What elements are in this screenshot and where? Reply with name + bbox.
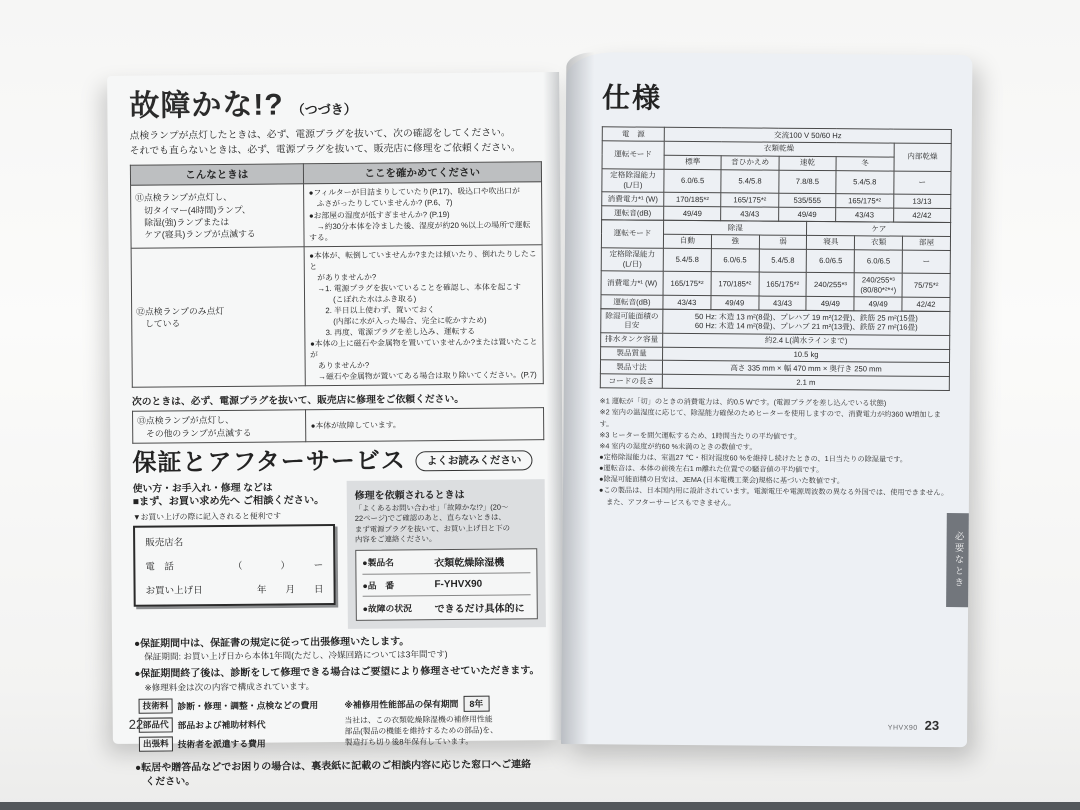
mode-header: 速乾 — [779, 156, 836, 170]
read-carefully-badge: よくお読みください — [416, 450, 533, 471]
table-row — [602, 220, 951, 237]
list-item — [362, 573, 530, 596]
dehumidify-group-header: 除湿 — [664, 220, 808, 235]
manual-booklet — [110, 52, 980, 788]
tel-label: 電 話 — [145, 561, 174, 573]
fee-desc: 技術者を派遣する費用 — [177, 738, 266, 749]
symptom-cell: ⑬点検ランプが点灯し、 その他のランプが点滅する — [133, 410, 306, 443]
spec-table-dehumidify-care — [600, 219, 951, 312]
check-cell: ●フィルターが目詰まりしていたり(P.17)、吸込口や吹出口が ふさがったりしていませんか? (P.6、7) ●お部屋の湿度が低すぎませんか? (P.19) →約30分本体を冷ました後、湿度が約20 %以上の場所で運転する。 — [303, 182, 542, 246]
noise-value: 43/43 — [721, 207, 778, 221]
fee-item — [139, 735, 331, 752]
repair-info-list — [355, 548, 538, 621]
fee-item — [139, 716, 331, 733]
mode-header: 衣類 — [855, 236, 903, 250]
noise-label: 運転音(dB) — [602, 206, 664, 220]
spare-parts-body: 当社は、この衣類乾燥除湿機の補修用性能 部品(製品の機能を維持するための部品)を、 製造打ち切り後8年保有しています。 — [344, 714, 498, 747]
noise-value: 49/49 — [778, 207, 835, 221]
mode-header: 弱 — [759, 235, 807, 249]
watt-value: 170/185*² — [664, 193, 721, 207]
product-name-label: ●製品名 — [362, 557, 394, 568]
capacity-value: 5.4/5.8 — [759, 249, 807, 273]
watt-value: 240/255*³ — [807, 273, 855, 297]
tank-value: 約2.4 L(満水ラインまで) — [663, 333, 950, 349]
capacity-label: 定格除湿能力 (L/日) — [601, 248, 663, 272]
spare-parts-years-badge: 8年 — [463, 695, 489, 711]
fee-list — [139, 697, 331, 756]
warranty-title: 保証とアフターサービス — [132, 447, 406, 477]
watt-value: 170/185*² — [711, 272, 759, 296]
model-number-value: F-YHVX90 — [434, 578, 483, 590]
table-row — [601, 309, 950, 335]
page-right — [561, 52, 972, 747]
product-name-value: 衣類乾燥除湿機 — [434, 557, 505, 569]
form-row-tel — [145, 557, 323, 573]
column-header-check: ここを確かめてください — [303, 162, 542, 184]
warranty-bullet — [134, 634, 546, 663]
footnote: ※4 室内の湿度が約60 %未満のときの数値です。 — [599, 441, 757, 452]
model-code: YHVX90 — [887, 724, 918, 732]
warranty-bullet — [134, 664, 546, 693]
power-source-label: 電 源 — [602, 127, 664, 141]
troubleshooting-intro: 点検ランプが点灯したときは、必ず、電源プラグを抜いて、次の確認をしてください。 それでも直らないときは、必ず、電源プラグを抜いて、販売店に修理をご依頼ください。 — [129, 127, 521, 157]
bullet-sub: ※修理料金は次の内容で構成されています。 — [144, 680, 315, 693]
cord-length-label: コードの長さ — [600, 374, 662, 388]
dimensions-value: 高さ 335 mm × 幅 470 mm × 奥行き 250 mm — [662, 361, 949, 377]
repair-panel-body: 「よくあるお問い合わせ」「故障かな!?」(20～ 22ページ)でご確認のあと、直らないときは、 まず電源プラグを抜いて、お買い上げ日と下の 内容をご連絡ください。 — [354, 502, 511, 544]
check-cell: ●本体が故障しています。 — [305, 408, 544, 442]
page-number-right: 23 — [924, 717, 940, 733]
form-row-shop — [145, 533, 323, 549]
purchase-record-block — [133, 481, 336, 630]
table-row — [601, 248, 950, 274]
page-number-left: 22 — [128, 716, 144, 732]
repair-request-panel — [347, 479, 546, 628]
noise-value: 43/43 — [759, 296, 807, 310]
care-group-header: ケア — [807, 221, 951, 236]
capacity-value: 5.4/5.8 — [721, 169, 779, 193]
purchase-date-label: お買い上げ日 — [145, 585, 203, 597]
mode-header: 標準 — [664, 155, 721, 169]
page-left-content — [107, 72, 565, 788]
troubleshooting-title: 故障かな!? — [129, 88, 284, 123]
footnote: ※1 運転が「切」のときの消費電力は、約0.5 Wです。(電源プラグを差し込んでいる状態) — [599, 396, 887, 408]
repair-panel-title: 修理を依頼されるときは — [354, 489, 465, 502]
watt-value: 165/175*² — [663, 272, 711, 296]
power-source-value: 交流100 V 50/60 Hz — [664, 127, 951, 143]
fee-tag: 部品代 — [139, 717, 173, 732]
capacity-value: 5.4/5.8 — [836, 170, 894, 194]
capacity-label: 定格除湿能力 (L/日) — [602, 168, 664, 192]
noise-value: 49/49 — [711, 296, 759, 310]
page-right-content — [561, 52, 972, 747]
capacity-value: 5.4/5.8 — [663, 248, 711, 272]
column-header-when: こんなときは — [130, 164, 303, 186]
power-consumption-label: 消費電力*¹ (W) — [602, 192, 664, 206]
footnote: ※2 室内の温湿度に応じて、除湿能力確保のためヒーターを使用しますので、消費電力が約360 W増加します。 — [599, 407, 941, 428]
section-tab-when-needed: 必要なとき — [946, 513, 969, 607]
mode-header: 冬 — [836, 156, 893, 170]
capacity-value: 6.0/6.5 — [711, 248, 759, 272]
noise-label: 運転音(dB) — [601, 295, 663, 309]
watt-value: 165/175*² — [721, 193, 778, 207]
tank-label: 排水タンク容量 — [601, 333, 663, 347]
record-tip: ▼お買い上げの際に記入されると便利です — [132, 511, 282, 522]
fee-tag: 技術料 — [139, 698, 173, 713]
watt-value: 165/175*² — [836, 194, 893, 208]
noise-value: 42/42 — [902, 297, 950, 311]
table-row — [602, 141, 951, 158]
noise-value: 49/49 — [664, 206, 721, 220]
footnote: ●定格除湿能力は、室温27 ℃・相対湿度60 %を維持し続けたときの、1日当たりの除湿量です。 — [599, 452, 908, 464]
repair-request-note: 次のときは、必ず、電源プラグを抜いて、販売店に修理をご依頼ください。 — [131, 394, 465, 409]
noise-value: 49/49 — [806, 297, 854, 311]
watt-value: 165/175*² — [759, 272, 807, 296]
fee-desc: 診断・修理・調整・点検などの費用 — [177, 699, 319, 711]
spec-table-clothes-drying — [601, 126, 952, 223]
capacity-value: 6.0/6.5 — [664, 169, 722, 193]
mode-label: 運転モード — [601, 220, 663, 248]
contact-lead: 使い方・お手入れ・修理 などは — [132, 482, 273, 495]
fee-tag: 出張料 — [139, 736, 173, 751]
footnote: ●運転音は、本体の前後左右1 m離れた位置での騒音値の平均値です。 — [599, 463, 824, 475]
bullet-bold: ●保証期間終了後は、診断をして修理できる場合はご要望により修理させていただきます。 — [134, 665, 540, 680]
spare-parts-head — [344, 695, 546, 713]
bullet-sub: 保証期間: お買い上げ日から本体1年間(ただし、冷媒回路については3年間です) — [144, 649, 448, 662]
spec-table-general — [600, 308, 951, 391]
capacity-value: 7.8/8.5 — [779, 170, 837, 194]
mode-header: 音ひかえめ — [721, 155, 778, 169]
fee-desc: 部品および補助材料代 — [177, 719, 266, 730]
area-value: 50 Hz: 木造 13 m²(8畳)、プレハブ 19 m²(12畳)、鉄筋 25 m²(15畳) 60 Hz: 木造 14 m²(8畳)、プレハブ 21 m²(13畳)、鉄筋 27 m²(16畳) — [663, 309, 950, 335]
warranty-heading — [132, 448, 544, 476]
clothes-drying-group-header: 衣類乾燥 — [664, 141, 894, 157]
mode-label: 運転モード — [602, 141, 664, 169]
tel-blank: （ ） ー — [232, 560, 324, 572]
noise-value: 42/42 — [893, 208, 951, 222]
capacity-value: ー — [902, 250, 950, 274]
weight-label: 製品質量 — [601, 346, 663, 360]
form-row-date — [146, 581, 324, 597]
purchase-record-form — [133, 524, 336, 607]
capacity-value: 6.0/6.5 — [807, 249, 855, 273]
bullet-bold: ●保証期間中は、保証書の規定に従って出張修理いたします。 — [134, 635, 410, 650]
footnote: ●除湿可能面積の目安は、JEMA (日本電機工業会)規格に基づいた数値です。 — [599, 474, 845, 486]
page-left — [107, 72, 565, 788]
noise-value: 43/43 — [663, 295, 711, 309]
contact-bold-line: ■まず、お買い求め先へ ご相談ください。 — [132, 495, 325, 509]
list-item — [362, 549, 530, 574]
troubleshooting-title-suffix: （つづき） — [291, 101, 357, 118]
date-units: 年 月 日 — [256, 584, 324, 596]
symptom-cell: ⑫点検ランプのみ点灯 している — [131, 246, 305, 387]
check-cell: ●本体が、転倒していませんか?または傾いたり、倒れたりしたこと がありませんか? →1. 電源プラグを抜いていることを確認し、本体を起こす (こぼれた水はふき取る) 2. 半日以上使わず、置いておく (内部に水が入った場合、完全に乾かすため) 3. 再度、電源プラグを差し込み、運転する ●本体の上に磁石や金属物を置いていませんか?または置いたことが ありませんか? →磁石や金属物が置いてある場合は取り除いてください。(P.7) — [304, 244, 544, 386]
capacity-value: ー — [893, 171, 951, 195]
footnote: ※3 ヒーターを間欠運転するため、1時間当たりの平均値です。 — [599, 429, 802, 441]
failure-status-label: ●故障の状況 — [362, 602, 412, 614]
area-label: 除湿可能面積の 目安 — [601, 309, 663, 333]
watt-value: 240/255*³ (80/80*²*⁴) — [854, 273, 902, 297]
list-item — [363, 595, 531, 619]
mode-header: 寝具 — [807, 235, 855, 249]
model-number-label: ●品 番 — [362, 579, 395, 591]
symptom-cell: ⑪点検ランプが点灯し、 切タイマー(4時間)ランプ、 除湿(強)ランプまたは ケア(寝具)ランプが点滅する — [131, 184, 304, 248]
shop-name-label: 販売店名 — [145, 537, 184, 549]
table-row — [133, 408, 544, 443]
fee-item — [139, 697, 331, 714]
moving-gift-bullet: ●転居や贈答品などでお困りの場合は、裏表紙に記載のご相談内容に応じた窓口へご連絡 ください。 — [135, 758, 532, 788]
watt-value: 535/555 — [779, 193, 836, 207]
mode-header: 強 — [711, 235, 759, 249]
table-edge — [0, 802, 1080, 810]
page-footer-right — [888, 718, 939, 733]
power-consumption-label: 消費電力*¹ (W) — [601, 271, 663, 295]
contact-section — [133, 479, 546, 630]
table-row — [131, 182, 543, 248]
internal-dry-header: 内部乾燥 — [894, 143, 952, 171]
table-row — [601, 271, 950, 297]
spec-footnotes — [599, 395, 952, 509]
watt-value: 13/13 — [893, 194, 951, 208]
capacity-value: 6.0/6.5 — [855, 250, 903, 274]
footnote: ●この製品は、日本国内用に設計されています。電源電圧や電源周波数の異なる外国では、使用できません。 また、アフターサービスもできません。 — [598, 485, 949, 507]
dimensions-label: 製品寸法 — [600, 360, 662, 374]
spare-parts-title: ※補修用性能部品の保有期間 — [344, 699, 459, 711]
spare-parts-block — [344, 695, 547, 754]
specifications-title: 仕様 — [601, 82, 663, 114]
mode-header: 部屋 — [903, 236, 951, 250]
failure-status-value: できるだけ具体的に — [434, 602, 525, 615]
table-row — [600, 374, 949, 391]
watt-value: 75/75*² — [902, 274, 950, 298]
cord-length-value: 2.1 m — [662, 375, 949, 391]
repair-fee-section — [139, 695, 547, 756]
troubleshooting-table — [130, 162, 544, 389]
troubleshooting-table-2 — [132, 408, 544, 444]
noise-value: 43/43 — [836, 208, 893, 222]
mode-header: 自動 — [663, 234, 711, 248]
weight-value: 10.5 kg — [663, 347, 950, 363]
noise-value: 49/49 — [854, 297, 902, 311]
table-row — [602, 168, 951, 194]
table-row — [131, 244, 543, 387]
troubleshooting-heading — [129, 88, 541, 122]
